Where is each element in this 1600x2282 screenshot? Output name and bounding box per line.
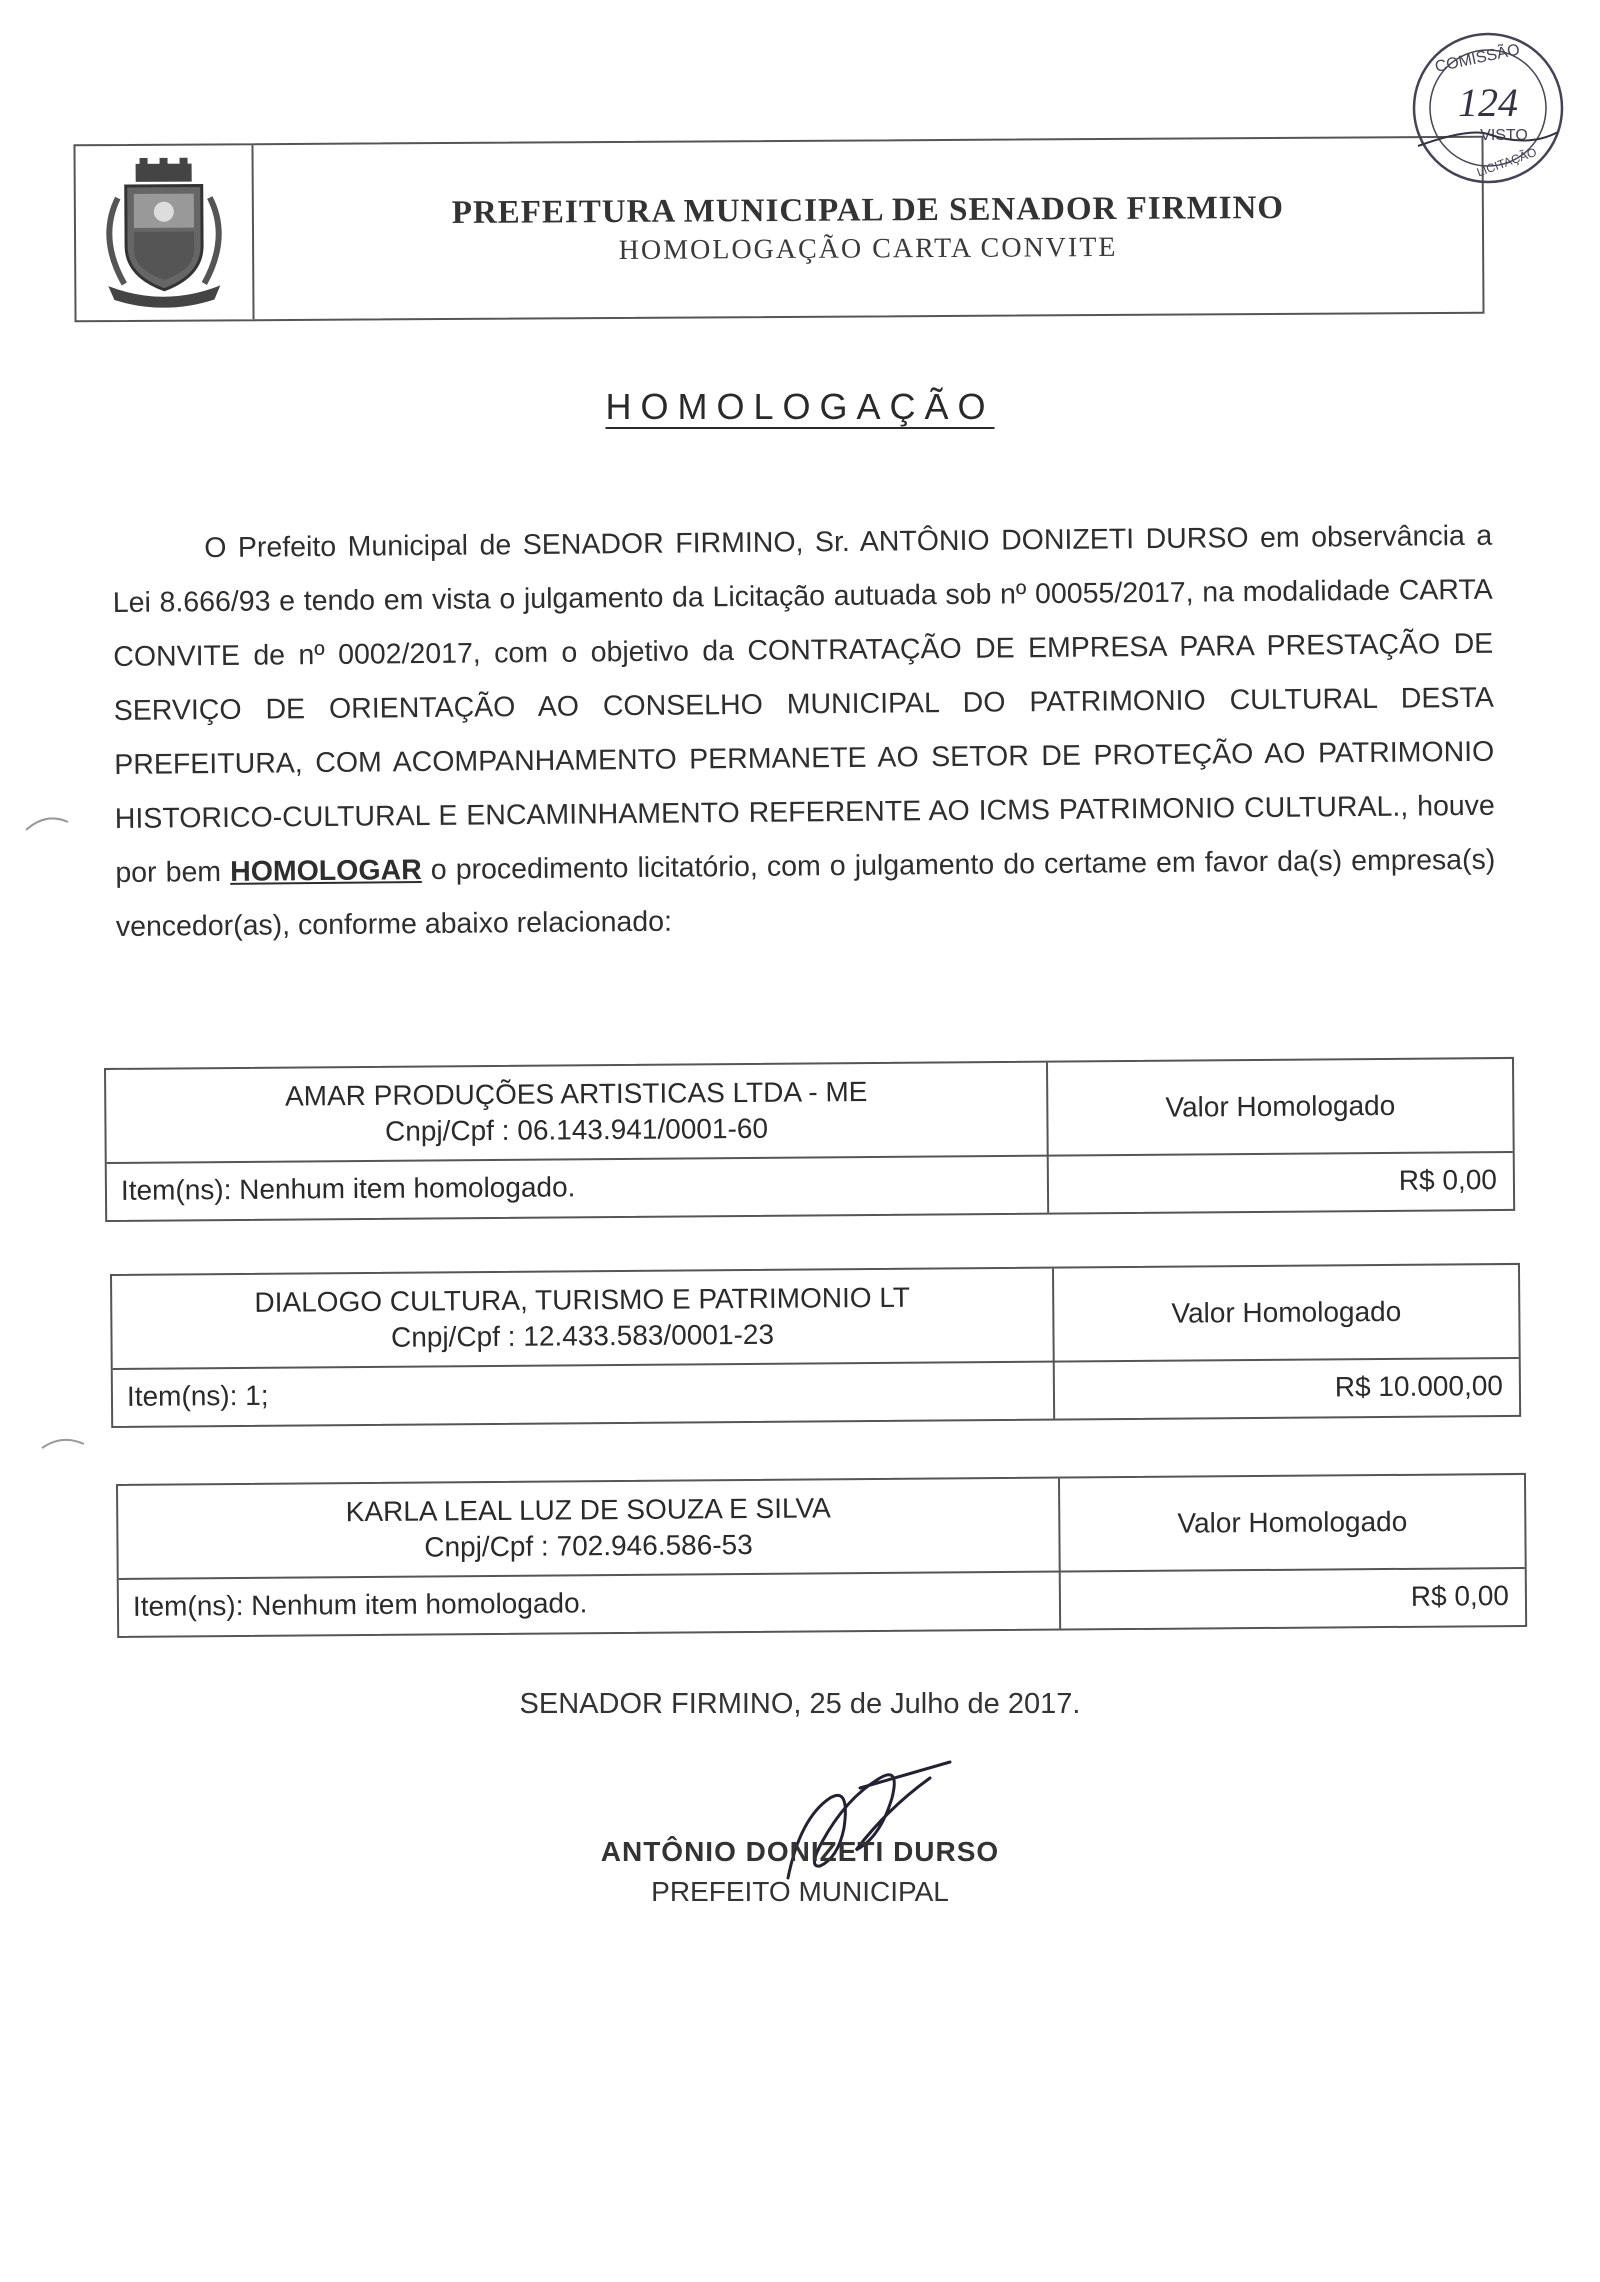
vendor-name: AMAR PRODUÇÕES ARTISTICAS LTDA - ME [284, 1076, 868, 1112]
municipality-title: PREFEITURA MUNICIPAL DE SENADOR FIRMINO [451, 189, 1285, 231]
vendor-items: Item(ns): Nenhum item homologado. [107, 1155, 1049, 1220]
svg-text:LICITAÇÃO: LICITAÇÃO [1474, 144, 1539, 180]
vendor-name: DIALOGO CULTURA, TURISMO E PATRIMONIO LT [254, 1281, 911, 1318]
vendor-items: Item(ns): 1; [113, 1361, 1055, 1426]
signature-block [0, 1832, 1600, 1912]
document-type: HOMOLOGAÇÃO CARTA CONVITE [618, 231, 1118, 266]
municipal-crest [75, 145, 254, 320]
commission-stamp [1408, 28, 1568, 188]
vendor-value: R$ 0,00 [1410, 1580, 1510, 1612]
letterhead-text [253, 138, 1482, 319]
paragraph-text-before: O Prefeito Municipal de SENADOR FIRMINO, Sr. ANTÔNIO DONIZETI DURSO em observância a Lei 8.666/93 e tendo em vista o julgamento da Licitação autuada sob nº 00055/2017, na modalidade CARTA CONVITE de nº 0002/2017, com o objetivo da CONTRATAÇÃO DE EMPRESA PARA PRESTAÇÃO DE SERVIÇO DE ORIENTAÇÃO AO CONSELHO MUNICIPAL DO PATRIMONIO CULTURAL DESTA PREFEITURA, COM ACOMPANHAMENTO PERMANETE AO SETOR DE PROTEÇÃO AO PATRIMONIO HISTORICO-CULTURAL E ENCAMINHAMENTO REFERENTE AO ICMS PATRIMONIO CULTURAL., houve por bem [112, 519, 1495, 889]
vendor-identification [118, 1479, 1061, 1578]
svg-text:COMISSÃO: COMISSÃO [1433, 41, 1522, 76]
value-label: Valor Homologado [1165, 1089, 1396, 1123]
value-label: Valor Homologado [1171, 1295, 1402, 1329]
homologation-paragraph [112, 509, 1496, 954]
homologar-highlight: HOMOLOGAR [230, 854, 422, 888]
page-title [0, 386, 1600, 428]
vendor-cnpj: Cnpj/Cpf : 06.143.941/0001-60 [384, 1112, 769, 1147]
vendor-name: KARLA LEAL LUZ DE SOUZA E SILVA [345, 1492, 831, 1528]
margin-mark [40, 1432, 86, 1452]
vendor-items: Item(ns): Nenhum item homologado. [119, 1571, 1061, 1636]
vendor-table [116, 1473, 1527, 1638]
vendor-identification [112, 1269, 1055, 1368]
paragraph-text-after: o procedimento licitatório, com o julgamento do certame em favor da(s) empresa(s) vencedor(as), conforme abaixo relacionado: [115, 843, 1496, 943]
vendor-cnpj: Cnpj/Cpf : 702.946.586-53 [424, 1529, 753, 1563]
letterhead [73, 136, 1484, 323]
vendor-value: R$ 0,00 [1398, 1164, 1498, 1196]
date-location: SENADOR FIRMINO, 25 de Julho de 2017. [519, 1688, 1081, 1720]
vendor-cnpj: Cnpj/Cpf : 12.433.583/0001-23 [390, 1318, 775, 1353]
signatory-role: PREFEITO MUNICIPAL [651, 1876, 949, 1907]
value-label: Valor Homologado [1177, 1505, 1408, 1539]
margin-mark [24, 812, 70, 832]
vendor-table [104, 1057, 1515, 1222]
signatory-name: ANTÔNIO DONIZETI DURSO [600, 1836, 1000, 1867]
svg-text:VISTO: VISTO [1480, 127, 1528, 144]
page-title-text: HOMOLOGAÇÃO [605, 386, 995, 427]
coat-of-arms-icon [94, 157, 235, 308]
vendor-value: R$ 10.000,00 [1334, 1370, 1504, 1403]
vendor-table [110, 1263, 1521, 1428]
svg-text:124: 124 [1458, 80, 1518, 125]
vendor-identification [106, 1063, 1049, 1162]
